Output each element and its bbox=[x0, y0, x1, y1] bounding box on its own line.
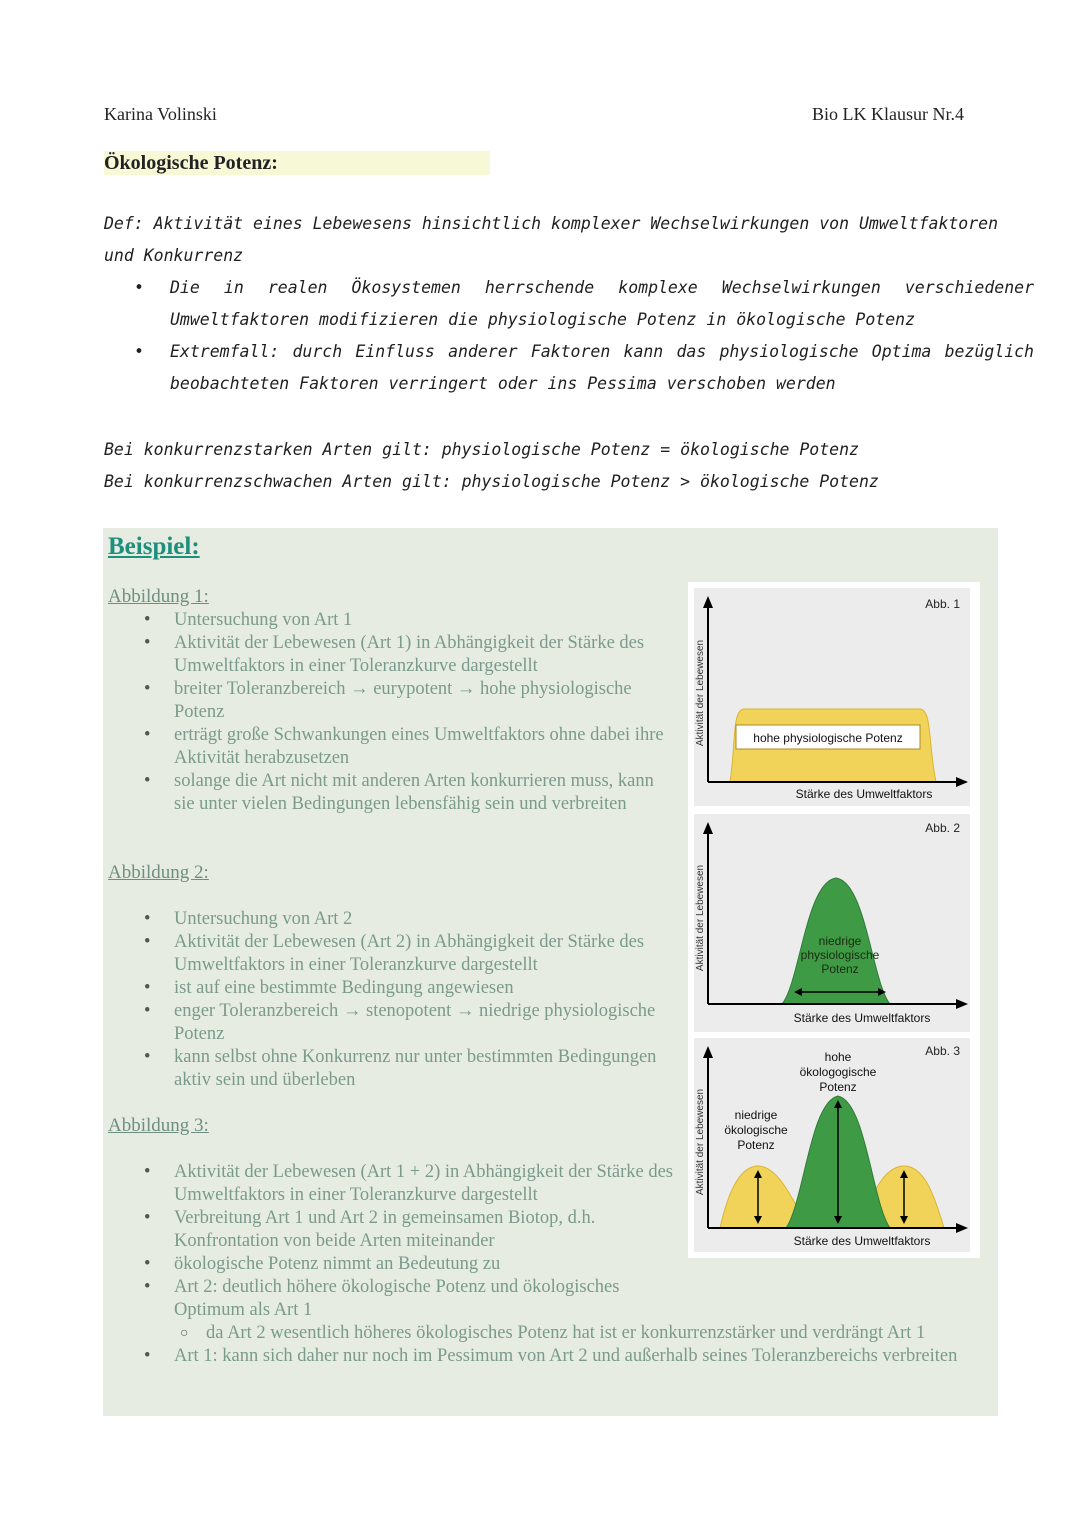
list-item: • ökologische Potenz nimmt an Bedeutung zu bbox=[108, 1253, 678, 1276]
tolerance-curves-svg bbox=[688, 582, 980, 1258]
course-label: Bio LK Klausur Nr.4 bbox=[812, 104, 964, 124]
list-item: • Aktivität der Lebewesen (Art 1 + 2) in Abhängigkeit der Stärke des Umweltfaktors in einer Toleranzkurve dargestellt bbox=[108, 1161, 678, 1207]
abb3-low-3: Potenz bbox=[737, 1138, 775, 1152]
list-item: • Untersuchung von Art 1 bbox=[108, 609, 678, 632]
bullet-item: • Die in realen Ökosystemen herrschende komplexe Wechselwirkungen verschiedener Umweltfaktoren modifizieren die physiologische Potenz in ökologische Potenz bbox=[104, 272, 1034, 336]
abb2-x-label: Stärke des Umweltfaktors bbox=[793, 1011, 931, 1025]
list-item: • kann selbst ohne Konkurrenz nur unter bestimmten Bedingungen aktiv sein und überleben bbox=[108, 1046, 678, 1092]
rule-strong: Bei konkurrenzstarken Arten gilt: physiologische Potenz = ökologische Potenz bbox=[104, 440, 859, 459]
abb3-x-label: Stärke des Umweltfaktors bbox=[793, 1234, 931, 1248]
abb2-tag: Abb. 2 bbox=[925, 821, 960, 835]
abb2-label-1: niedrige bbox=[818, 934, 862, 948]
abb1-tag: Abb. 1 bbox=[925, 597, 960, 611]
definition: Def: Aktivität eines Lebewesens hinsichtlich komplexer Wechselwirkungen von Umweltfaktoren und Konkurrenz bbox=[104, 214, 999, 265]
abb1-list bbox=[108, 609, 678, 816]
list-item: • Untersuchung von Art 2 bbox=[108, 908, 678, 931]
abb1-label: hohe physiologische Potenz bbox=[753, 731, 903, 745]
list-item: • Art 2: deutlich höhere ökologische Potenz und ökologisches Optimum als Art 1 bbox=[108, 1276, 678, 1322]
list-item: • erträgt große Schwankungen eines Umweltfaktors ohne dabei ihre Aktivität herabzusetzen bbox=[108, 724, 678, 770]
abb3-high-2: ökologogische bbox=[799, 1065, 877, 1079]
list-item: • Art 1: kann sich daher nur noch im Pessimum von Art 2 und außerhalb seines Toleranzbereichs verbreiten bbox=[108, 1345, 998, 1368]
page-title: Ökologische Potenz: bbox=[104, 151, 490, 175]
author-name: Karina Volinski bbox=[104, 104, 217, 124]
abb2-list bbox=[108, 908, 678, 1092]
abb2-heading: Abbildung 2: bbox=[108, 862, 209, 883]
list-item: • solange die Art nicht mit anderen Arten konkurrieren muss, kann sie unter vielen Bedingungen lebensfähig sein und verbreiten bbox=[108, 770, 678, 816]
abb3-low-1: niedrige bbox=[734, 1108, 778, 1122]
list-item: • ist auf eine bestimmte Bedingung angewiesen bbox=[108, 977, 678, 1000]
abb3-tag: Abb. 3 bbox=[925, 1044, 960, 1058]
abb1-x-label: Stärke des Umweltfaktors bbox=[795, 787, 933, 801]
list-item: • breiter Toleranzbereich → eurypotent → hohe physiologische Potenz bbox=[108, 678, 678, 724]
abb1-heading: Abbildung 1: bbox=[108, 586, 209, 607]
abb3-heading: Abbildung 3: bbox=[108, 1115, 209, 1136]
bullet-item: • Extremfall: durch Einfluss anderer Faktoren kann das physiologische Optima bezüglich beobachteten Faktoren verringert oder ins Pessima verschoben werden bbox=[104, 336, 1034, 400]
potenz-rules bbox=[104, 434, 1034, 498]
abb3-list bbox=[108, 1161, 678, 1322]
list-item: • Aktivität der Lebewesen (Art 2) in Abhängigkeit der Stärke des Umweltfaktors in einer Toleranzkurve dargestellt bbox=[108, 931, 678, 977]
abb2-y-label: Aktivität der Lebewesen bbox=[695, 864, 706, 972]
definition-bullets bbox=[104, 272, 1034, 400]
list-item: • Aktivität der Lebewesen (Art 1) in Abhängigkeit der Stärke des Umweltfaktors in einer Toleranzkurve dargestellt bbox=[108, 632, 678, 678]
abb2-label-2: physiologische bbox=[800, 948, 880, 962]
example-heading: Beispiel: bbox=[108, 533, 200, 560]
rule-weak: Bei konkurrenzschwachen Arten gilt: physiologische Potenz > ökologische Potenz bbox=[104, 472, 879, 491]
abb3-high-3: Potenz bbox=[819, 1080, 857, 1094]
abb3-y-label: Aktivität der Lebewesen bbox=[695, 1088, 706, 1196]
list-subitem: ○ da Art 2 wesentlich höheres ökologisches Potenz hat ist er konkurrenzstärker und verdrängt Art 1 bbox=[108, 1322, 998, 1345]
abb3-high-1: hohe bbox=[824, 1050, 852, 1064]
abb1-y-label: Aktivität der Lebewesen bbox=[695, 639, 706, 747]
abb2-label-3: Potenz bbox=[821, 962, 859, 976]
abb3-low-2: ökologische bbox=[724, 1123, 788, 1137]
abb3-list-cont bbox=[108, 1322, 998, 1368]
list-item: • enger Toleranzbereich → stenopotent → niedrige physiologische Potenz bbox=[108, 1000, 678, 1046]
tolerance-figure bbox=[688, 582, 980, 1258]
list-item: • Verbreitung Art 1 und Art 2 in gemeinsamen Biotop, d.h. Konfrontation von beide Arten miteinander bbox=[108, 1207, 678, 1253]
